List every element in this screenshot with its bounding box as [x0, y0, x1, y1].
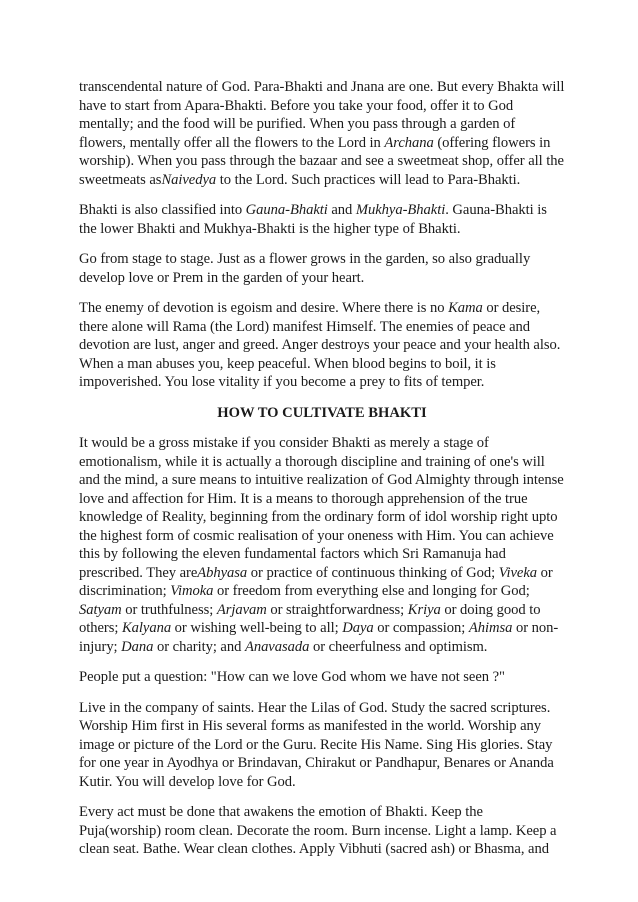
text-run: or desire, there alone will Rama (the Lord) manifest Himself. The enemies of peace and devotion are lust, anger and greed. Anger destroys your peace and your health also. When a man abuses you, keep peaceful. When blood begins to boil, it is impoverished. You lose vitality if you become a prey to fits of temper. — [79, 300, 561, 390]
italic-term: Naivedya — [161, 171, 217, 188]
text-run: . Gauna-Bhakti is the lower Bhakti and Mukhya-Bhakti is the higher type of Bhakti. — [79, 202, 547, 237]
text-run: Live in the company of saints. Hear the Lilas of God. Study the sacred scriptures. Worship Him first in His several forms as manifested in the world. Worship any image or picture of the Lord or the Guru. Recite His Name. Sing His glories. Stay for one year in Ayodhya or Brindavan, Chirakut or Pandhapur, Benares or Ananda Kutir. You will develop love for God. — [79, 699, 554, 790]
paragraph — [79, 803, 565, 859]
text-run: Every act must be done that awakens the emotion of Bhakti. Keep the Puja(worship) room clean. Decorate the room. Burn incense. Light a lamp. Keep a clean seat. Bathe. Wear clean clothes. Apply Vibhuti (sacred ash) or Bhasma, and — [79, 804, 557, 857]
paragraph — [79, 201, 565, 238]
section-heading: HOW TO CULTIVATE BHAKTI — [217, 404, 427, 421]
text-run: or practice of continuous thinking of God; — [247, 564, 499, 581]
paragraph — [79, 434, 565, 656]
italic-term: Vimoka — [170, 583, 214, 599]
text-run: or wishing well-being to all; — [171, 620, 343, 636]
text-run: The enemy of devotion is egoism and desire. Where there is no — [79, 300, 449, 316]
paragraph — [79, 78, 565, 189]
paragraph — [79, 668, 565, 687]
text-run: and — [327, 202, 356, 218]
italic-term: Ahimsa — [468, 620, 513, 636]
text-run: or straightforwardness; — [266, 601, 408, 618]
italic-term: Archana — [384, 134, 434, 151]
text-run: It would be a gross mistake if you consider Bhakti as merely a stage of emotionalism, while it is actually a thorough discipline and training of one's will and the mind, a sure means to intuitive realization of God Almighty through intense love and affection for Him. It is a means to thorough apprehension of the true knowledge of Reality, beginning from the ordinary form of idol worship right upto the highest form of cosmic realisation of your oneness with Him. You can achieve this by following the eleven fundamental factors which Sri Ramanuja had prescribed. They are — [79, 435, 564, 581]
text-run: or doing good to others; — [79, 601, 541, 636]
text-run: or non-injury; — [79, 620, 559, 655]
paragraph — [79, 699, 565, 792]
body-text-before-heading — [79, 78, 565, 392]
italic-term: Viveka — [498, 564, 538, 581]
italic-term: Arjavam — [216, 601, 267, 618]
text-run: to the Lord. Such practices will lead to Para-Bhakti. — [216, 171, 521, 188]
document-page — [79, 78, 565, 871]
text-run: or discrimination; — [79, 564, 553, 599]
text-run: transcendental nature of God. Para-Bhakti and Jnana are one. But every Bhakta will have to start from Apara-Bhakti. Before you take your food, offer it to God mentally; and the food will be purified. When you pass through a garden of flowers, mentally offer all the flowers to the Lord in — [79, 79, 565, 151]
text-run: or truthfulness; — [121, 601, 217, 618]
text-run: or cheerfulness and optimism. — [309, 638, 488, 655]
text-run: (offering flowers in worship). When you pass through the bazaar and see a sweetmeat shop, offer all the sweetmeats as — [79, 134, 564, 188]
text-run: People put a question: "How can we love God whom we have not seen ?" — [79, 669, 505, 685]
text-run: Go from stage to stage. Just as a flower grows in the garden, so also gradually develop love or Prem in the garden of your heart. — [79, 251, 531, 286]
text-run: or compassion; — [373, 620, 469, 636]
text-run: or charity; and — [153, 638, 245, 655]
paragraph — [79, 299, 565, 392]
italic-term: Kriya — [407, 601, 441, 618]
italic-term: Abhyasa — [197, 564, 248, 581]
italic-term: Anavasada — [244, 638, 310, 655]
paragraph — [79, 250, 565, 287]
italic-term: Kama — [448, 300, 483, 316]
italic-term: Satyam — [79, 601, 122, 618]
text-run: or freedom from everything else and longing for God; — [213, 583, 530, 599]
body-text-after-heading — [79, 434, 565, 859]
italic-term: Kalyana — [121, 620, 172, 636]
text-run: Bhakti is also classified into — [79, 202, 246, 218]
italic-term: Mukhya-Bhakti — [355, 202, 446, 218]
italic-term: Gauna-Bhakti — [245, 202, 328, 218]
italic-term: Dana — [121, 638, 154, 655]
italic-term: Daya — [342, 620, 374, 636]
